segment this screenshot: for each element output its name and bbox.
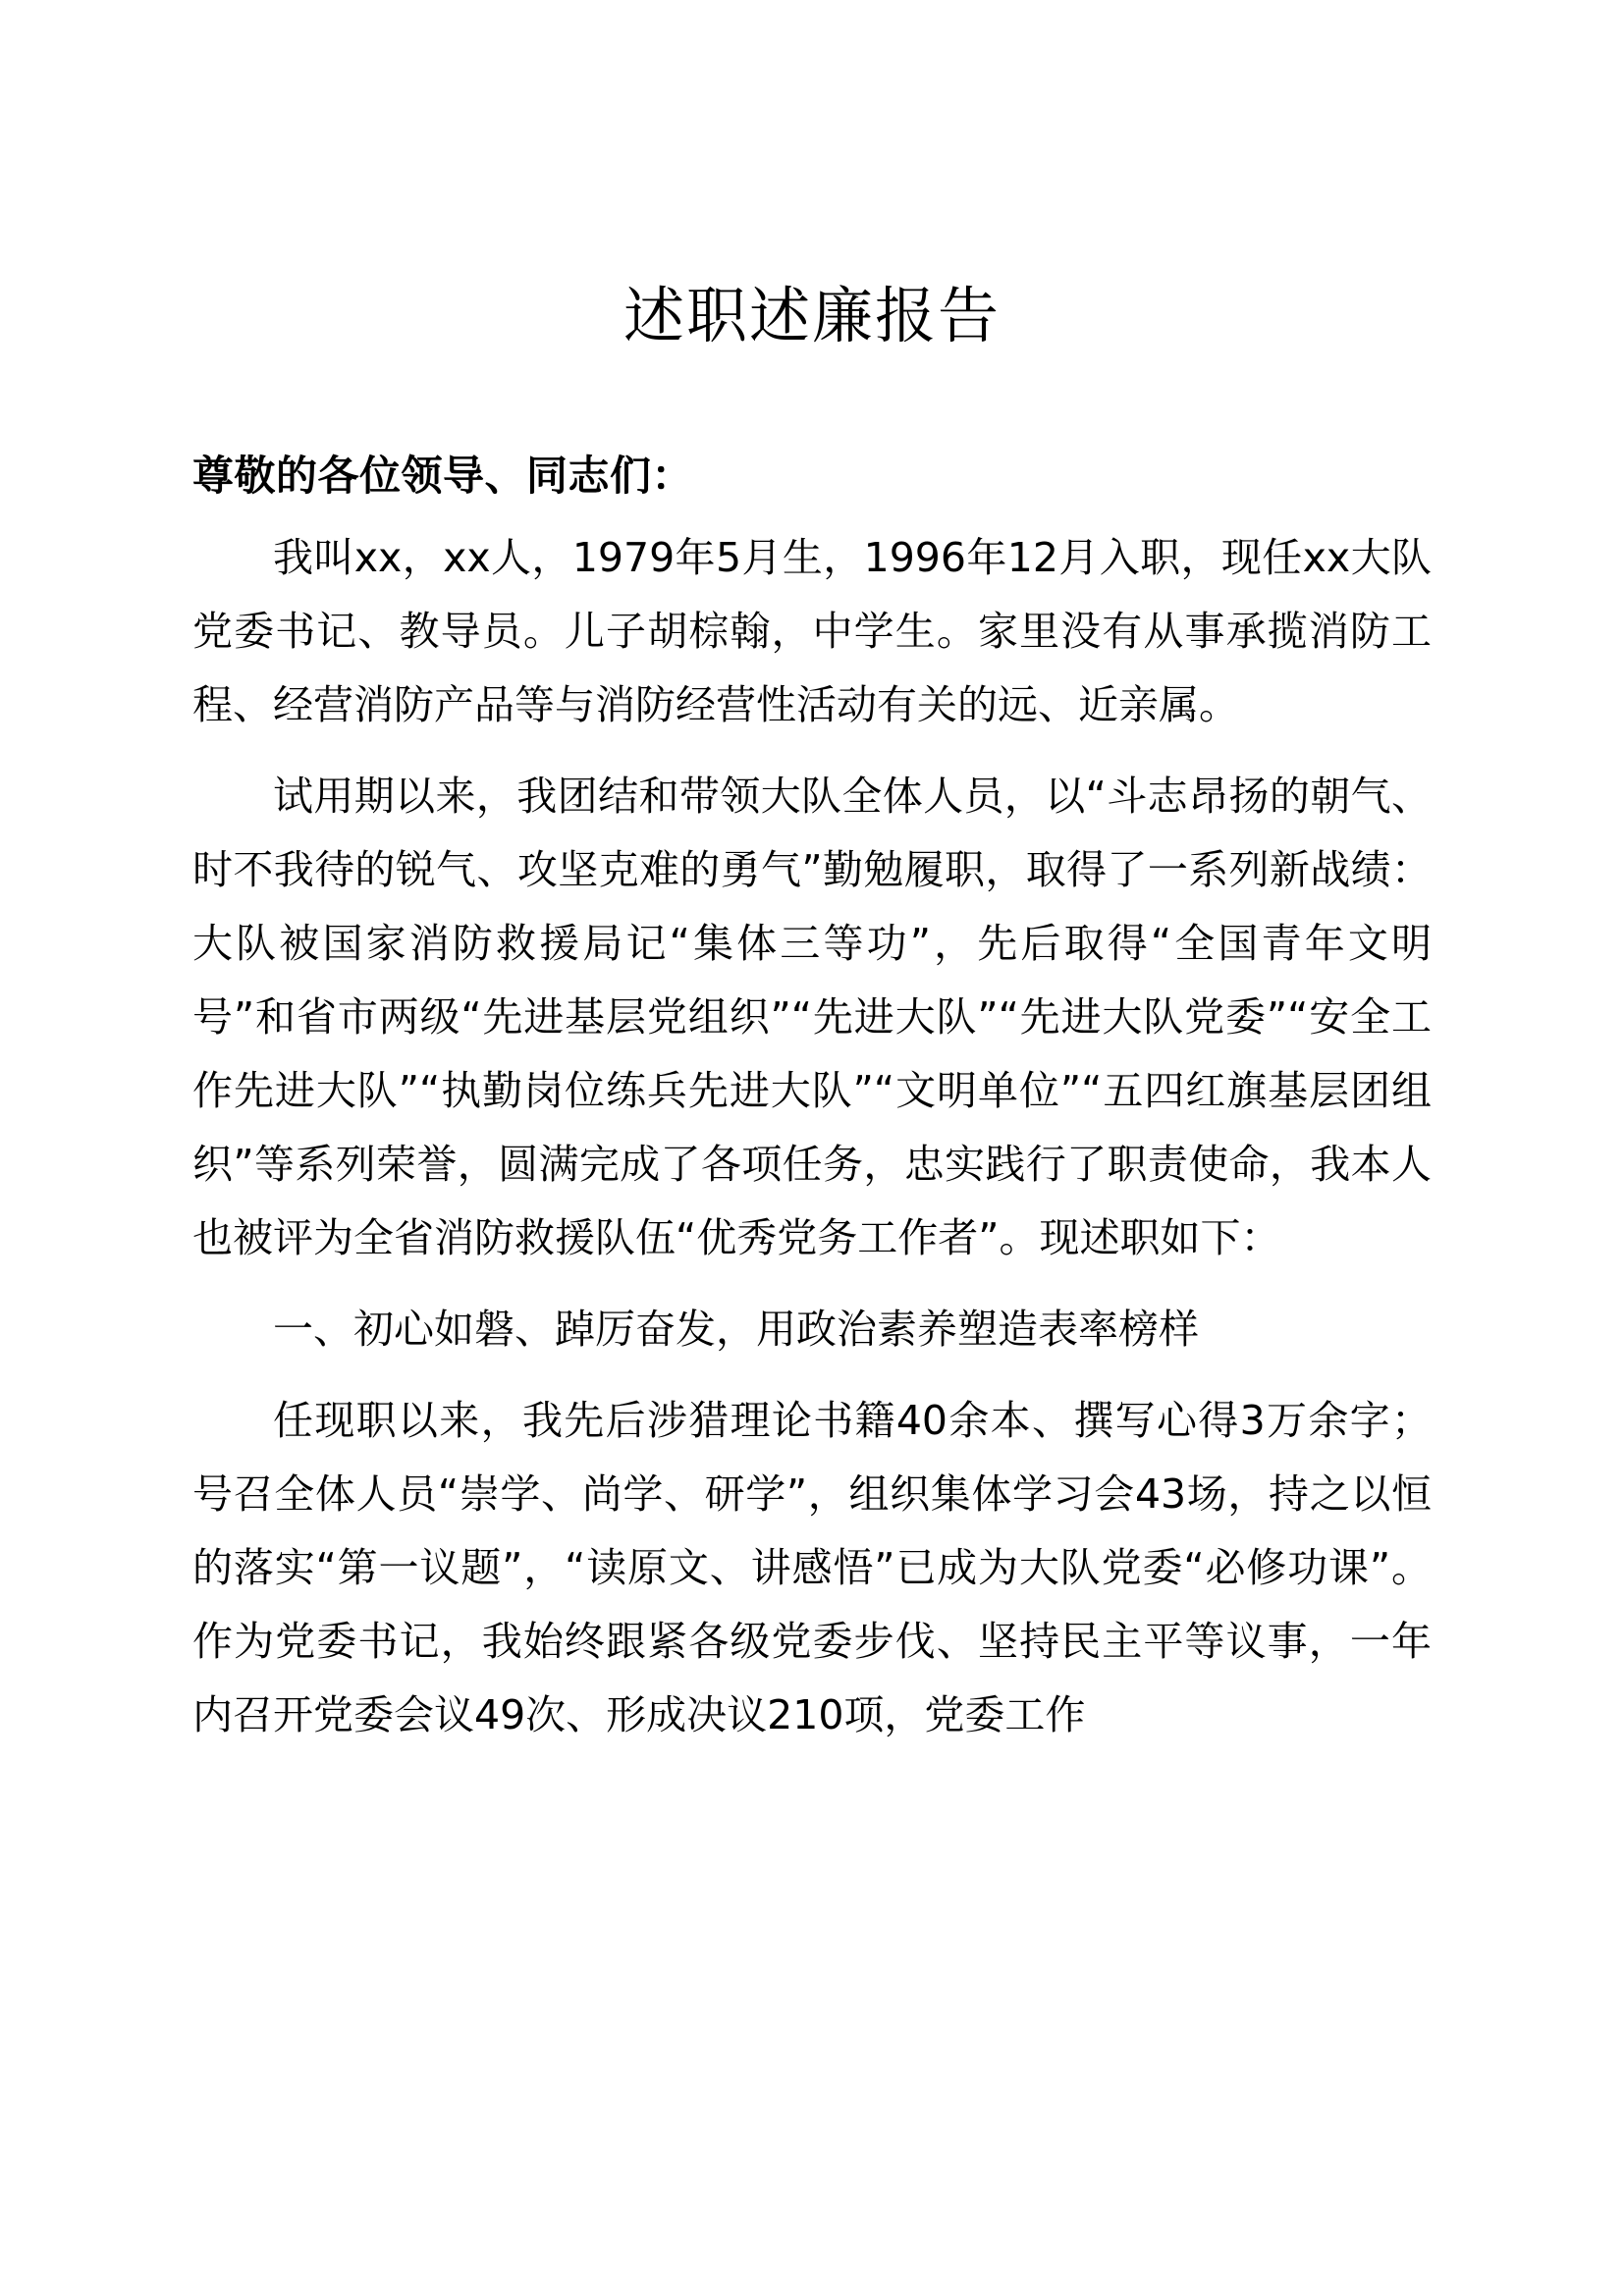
section-heading-one: 一、初心如磐、踔厉奋发，用政治素养塑造表率榜样: [273, 1306, 1199, 1354]
page-title: 述职述廉报告: [623, 280, 1001, 351]
paragraph-achievements: 试用期以来，我团结和带领大队全体人员，以“斗志昂扬的朝气、时不我待的锐气、攻坚克难的勇气”勤勉履职，取得了一系列新战绩：大队被国家消防救援局记“集体三等功”，先后取得“全国青年文明号”和省市两级“先进基层党组织”“先进大队”“先进大队党委”“安全工作先进大队”“执勤岗位练兵先进大队”“文明单位”“五四红旗基层团组织”等系列荣誉，圆满完成了各项任务，忠实践行了职责使命，我本人也被评为全省消防救援队伍“优秀党务工作者”。现述职如下：: [192, 773, 1432, 1262]
document-body: [192, 0, 1432, 1752]
paragraph-personal-info: 我叫xx，xx人，1979年5月生，1996年12月入职，现任xx大队党委书记、教导员。儿子胡棕翰，中学生。家里没有从事承揽消防工程、经营消防产品等与消防经营性活动有关的远、近亲属。: [192, 534, 1432, 729]
paragraph-section-one-body: 任现职以来，我先后涉猎理论书籍40余本、撰写心得3万余字；号召全体人员“崇学、尚学、研学”，组织集体学习会43场，持之以恒的落实“第一议题”，“读原文、讲感悟”已成为大队党委“必修功课”。作为党委书记，我始终跟紧各级党委步伐、坚持民主平等议事，一年内召开党委会议49次、形成决议210项，党委工作: [192, 1397, 1432, 1739]
salutation-line: 尊敬的各位领导、同志们：: [192, 451, 694, 500]
